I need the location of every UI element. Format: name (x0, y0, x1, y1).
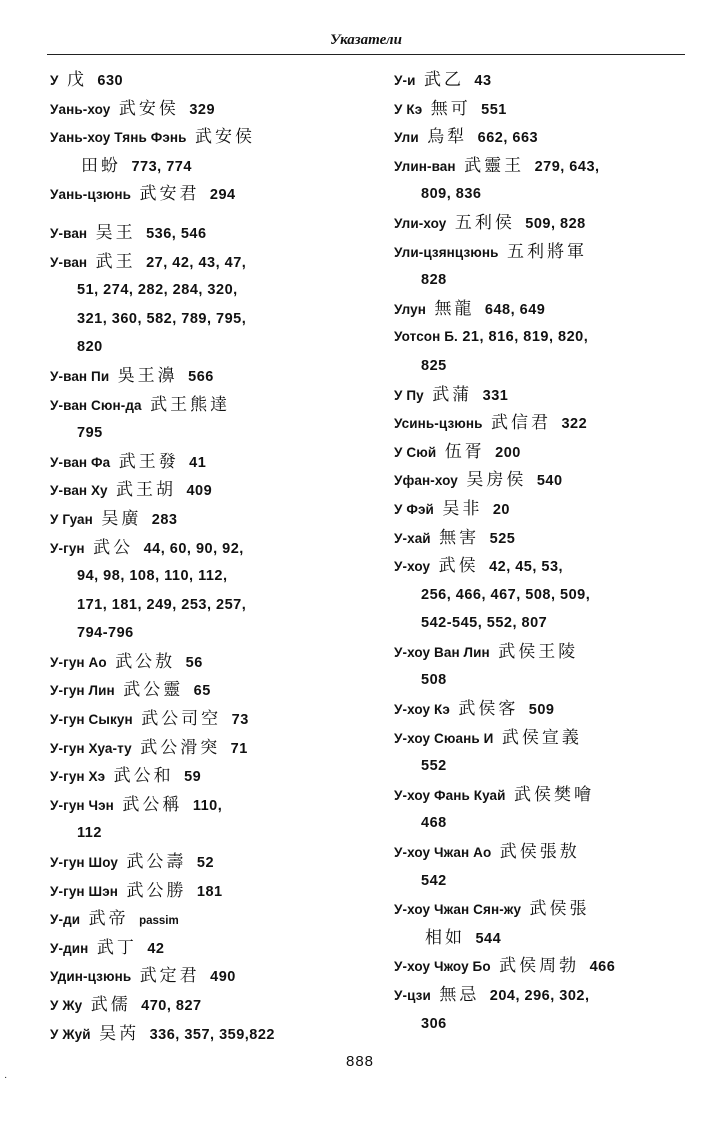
entry-pages: 52 (196, 855, 215, 872)
entry-pages: 321, 360, 582, 789, 795, (77, 310, 247, 327)
entry-name: Ули-хоу (394, 215, 447, 231)
entry-name: У Жу (50, 998, 83, 1013)
entry-chinese: 武公壽 (126, 852, 187, 873)
entry-name: У-хоу Ван Лин (394, 644, 490, 660)
entry-chinese: 無龍 (434, 298, 475, 319)
entry-line (394, 524, 704, 553)
entry-chinese: 武王胡 (116, 480, 177, 501)
entry-continuation-line (394, 581, 704, 610)
entry-chinese: 武侯王陵 (498, 641, 579, 662)
entry-pages: 110, (192, 797, 223, 814)
entry-pages: 71 (230, 740, 248, 757)
index-entry (50, 762, 360, 791)
running-header (47, 28, 685, 55)
entry-name: У-хоу Чжоу Бо (394, 959, 491, 975)
entry-line (394, 495, 704, 524)
entry-name: У Фэй (394, 501, 434, 517)
entry-chinese: 武侯 (438, 556, 479, 577)
entry-pages: 65 (193, 683, 211, 700)
entry-pages: 73 (231, 712, 249, 729)
entry-continuation-line (394, 180, 704, 209)
entry-line (394, 95, 704, 124)
entry-pages: 542-545, 552, 807 (421, 615, 548, 632)
entry-name: У-ван Пи (50, 368, 110, 384)
index-entry (394, 466, 704, 495)
entry-line (50, 762, 360, 791)
entry-pages: 336, 357, 359,822 (149, 1026, 275, 1043)
entry-name: Уань-цзюнь (50, 187, 132, 203)
entry-pages: 551 (481, 101, 507, 118)
entry-name: У-ван Ху (50, 483, 108, 499)
entry-pages: 306 (421, 1015, 447, 1032)
entry-pages: 56 (185, 654, 203, 671)
index-entry (50, 534, 360, 648)
entry-pages: 41 (189, 454, 207, 471)
entry-continuation-line (394, 752, 704, 781)
entry-name: Уань-хоу (50, 101, 111, 117)
index-entry (394, 638, 704, 695)
entry-chinese: 武侯張 (529, 899, 590, 920)
entry-pages: 44, 60, 90, 92, (143, 540, 244, 557)
index-entry (394, 123, 704, 152)
entry-line (50, 180, 360, 209)
entry-chinese: 武侯樊噲 (513, 784, 594, 805)
index-entry (50, 248, 360, 362)
entry-line (394, 209, 704, 238)
entry-name: Уотсон Б. (394, 329, 458, 345)
entry-chinese: 武王熊達 (150, 394, 231, 415)
entry-continuation-line (50, 152, 360, 181)
index-entry (394, 981, 704, 1038)
entry-pages: 820 (77, 339, 103, 356)
entry-line (50, 362, 360, 391)
entry-line (50, 505, 360, 534)
entry-name: У-гун Сыкун (50, 712, 133, 728)
entry-chinese: 相如 (425, 927, 465, 948)
entry-line (50, 648, 360, 677)
entry-pages: 51, 274, 282, 284, 320, (77, 282, 238, 299)
entry-name: У Сюй (394, 444, 437, 460)
entry-line (50, 905, 360, 934)
entry-pages: 329 (189, 101, 216, 118)
entry-pages: 331 (482, 387, 509, 404)
entry-chinese: 武安侯 (118, 98, 179, 119)
entry-pages: 542 (421, 872, 447, 889)
entry-pages: 200 (495, 444, 521, 461)
index-entry (50, 934, 360, 963)
entry-pages: 43 (474, 73, 492, 89)
entry-pages: 544 (475, 930, 502, 947)
entry-line (394, 638, 704, 667)
entry-name: У-гун (50, 540, 85, 556)
entry-pages: 283 (151, 511, 178, 528)
entry-pages: 171, 181, 249, 253, 257, (77, 596, 247, 613)
entry-name: У-гун Шоу (50, 855, 118, 871)
entry-name: Ули (394, 130, 419, 146)
entry-name: У-гун Шэн (50, 883, 119, 899)
entry-line (394, 381, 704, 410)
entry-chinese: 吴廣 (101, 508, 142, 529)
entry-chinese: 武蒲 (432, 384, 473, 405)
entry-name: У-ван (50, 225, 88, 241)
entry-chinese: 武侯張敖 (499, 842, 580, 863)
index-column-right (394, 66, 704, 1038)
entry-chinese: 武乙 (423, 70, 464, 90)
entry-chinese: 武丁 (96, 937, 137, 958)
index-entry (50, 476, 360, 505)
index-entry (50, 648, 360, 677)
entry-line (394, 323, 704, 352)
scan-mark: · (4, 1072, 8, 1083)
entry-name: У Гуан (50, 511, 93, 527)
entry-line (50, 123, 360, 152)
entry-chinese: 武公和 (113, 766, 174, 787)
entry-continuation-line (394, 666, 704, 695)
entry-pages: 566 (188, 368, 214, 385)
index-entry (50, 962, 360, 991)
entry-chinese: 吴房侯 (466, 470, 527, 491)
index-entry (50, 905, 360, 934)
entry-chinese: 武安君 (139, 184, 200, 205)
entry-name: Уфан-хоу (394, 473, 458, 489)
entry-chinese: 五利侯 (454, 212, 515, 233)
entry-name: Удин-цзюнь (50, 969, 132, 985)
entry-pages: 536, 546 (146, 225, 207, 242)
entry-line (394, 295, 704, 324)
entry-line (394, 895, 704, 924)
entry-name: У Пу (394, 387, 424, 403)
entry-name: У-цзи (394, 988, 431, 1003)
index-entry (394, 695, 704, 724)
index-entry (50, 1020, 360, 1049)
entry-continuation-line (50, 276, 360, 305)
entry-line (50, 848, 360, 877)
index-entry (50, 791, 360, 848)
entry-chinese: 武公 (93, 537, 134, 558)
entry-pages: 648, 649 (484, 301, 546, 318)
entry-continuation-line (394, 609, 704, 638)
entry-name: У-дин (50, 940, 89, 956)
entry-line (50, 934, 360, 963)
entry-pages: 509, 828 (525, 215, 586, 232)
entry-line (394, 952, 704, 981)
entry-continuation-line (50, 562, 360, 591)
entry-name: У-гун Чэн (50, 797, 114, 813)
entry-name: У-и (394, 73, 416, 88)
entry-pages: 294 (209, 187, 236, 204)
entry-line (394, 695, 704, 724)
entry-name: У-гун Лин (50, 683, 115, 699)
entry-pages: 59 (184, 769, 202, 786)
entry-pages: 470, 827 (141, 998, 202, 1014)
entry-line (394, 152, 704, 181)
entry-line (394, 781, 704, 810)
index-entry (50, 219, 360, 248)
entry-chinese: 伍胥 (444, 441, 485, 462)
index-entry (394, 781, 704, 838)
entry-pages: 809, 836 (421, 186, 482, 203)
index-entry (50, 676, 360, 705)
entry-pages: 409 (186, 483, 213, 500)
entry-pages: 204, 296, 302, (489, 988, 590, 1004)
entry-continuation-line (50, 619, 360, 648)
entry-line (50, 991, 360, 1020)
entry-pages: 466 (589, 959, 616, 976)
index-entry (394, 438, 704, 467)
entry-line (394, 724, 704, 753)
entry-line (394, 438, 704, 467)
entry-chinese: 吴芮 (99, 1023, 140, 1044)
index-entry (394, 495, 704, 524)
entry-continuation-line (394, 867, 704, 896)
index-entry (50, 66, 360, 95)
entry-line (394, 238, 704, 267)
entry-pages: 525 (489, 530, 516, 547)
entry-line (394, 123, 704, 152)
entry-chinese: 武靈王 (464, 155, 525, 176)
entry-line (50, 676, 360, 705)
entry-pages: 94, 98, 108, 110, 112, (77, 568, 228, 585)
entry-line (394, 66, 704, 95)
entry-pages: 540 (536, 473, 563, 490)
entry-gap (50, 209, 360, 219)
entry-pages: 508 (421, 672, 447, 689)
entry-chinese: 武侯客 (458, 699, 519, 720)
entry-name: У-гун Ао (50, 654, 107, 670)
index-entry (50, 705, 360, 734)
entry-pages: 256, 466, 467, 508, 509, (421, 586, 591, 603)
entry-line (50, 448, 360, 477)
entry-continuation-line (394, 1010, 704, 1039)
entry-name: У-хоу (394, 559, 431, 575)
entry-name: У-хоу Сюань И (394, 730, 494, 746)
index-entry (50, 448, 360, 477)
entry-line (50, 534, 360, 563)
entry-chinese: 武公稱 (122, 794, 183, 815)
entry-name: У-хоу Чжан Ао (394, 845, 492, 861)
entry-continuation-line (394, 809, 704, 838)
entry-chinese: 武侯宣義 (501, 727, 582, 748)
index-entry (50, 991, 360, 1020)
entry-pages: 794-796 (77, 625, 134, 642)
entry-line (394, 409, 704, 438)
entry-continuation-line (394, 352, 704, 381)
entry-name: У Кэ (394, 101, 423, 117)
entry-chinese: 戊 (66, 70, 87, 90)
entry-chinese: 武安侯 (195, 127, 256, 148)
entry-line (50, 219, 360, 248)
entry-name: У-ван (50, 254, 88, 270)
entry-continuation-line (50, 819, 360, 848)
index-entry (394, 409, 704, 438)
entry-line (50, 791, 360, 820)
entry-pages: 552 (421, 758, 447, 775)
index-entry (50, 734, 360, 763)
entry-pages: 27, 42, 43, 47, (146, 254, 247, 271)
index-entry (50, 391, 360, 448)
entry-chinese: 武王 (95, 251, 136, 272)
entry-pages: 322 (561, 416, 588, 433)
index-entry (394, 895, 704, 952)
entry-chinese: 武公敖 (115, 651, 176, 672)
entry-pages: 279, 643, (534, 158, 600, 175)
entry-pages: 773, 774 (131, 158, 192, 175)
entry-name: У-гун Хуа-ту (50, 740, 132, 756)
entry-pages: 630 (97, 73, 124, 89)
index-entry (50, 848, 360, 877)
entry-pages: 490 (210, 969, 236, 986)
index-entry (394, 95, 704, 124)
entry-line (50, 95, 360, 124)
entry-chinese: 無可 (430, 98, 471, 119)
index-entry (394, 381, 704, 410)
entry-chinese: 無害 (439, 527, 480, 548)
index-entry (50, 123, 360, 180)
entry-continuation-line (50, 305, 360, 334)
entry-name: Уань-хоу Тянь Фэнь (50, 130, 187, 146)
entry-continuation-line (50, 333, 360, 362)
entry-pages: 468 (421, 815, 447, 832)
index-entry (394, 552, 704, 638)
index-entry (394, 152, 704, 209)
entry-name: Ули-цзянцзюнь (394, 244, 499, 260)
index-entry (394, 66, 704, 95)
index-column-left (50, 66, 360, 1048)
entry-name: У-ди (50, 912, 81, 928)
entry-name: У-хоу Фань Куай (394, 787, 506, 803)
entry-continuation-line (394, 924, 704, 953)
entry-line (394, 981, 704, 1010)
entry-line (50, 734, 360, 763)
entry-continuation-line (394, 266, 704, 295)
index-entry (394, 209, 704, 238)
entry-chinese: 吴非 (442, 498, 483, 519)
entry-line (50, 476, 360, 505)
entry-line (394, 466, 704, 495)
index-entry (394, 295, 704, 324)
entry-chinese: 武公滑突 (140, 737, 221, 758)
entry-name: У-гун Хэ (50, 769, 106, 785)
entry-chinese: 武公司空 (141, 709, 222, 730)
entry-name: У-хай (394, 530, 431, 546)
entry-name: У-хоу Чжан Сян-жу (394, 902, 522, 918)
entry-chinese: 烏犁 (427, 127, 468, 148)
entry-chinese: 武公靈 (123, 680, 184, 701)
entry-line (50, 1020, 360, 1049)
entry-pages: 509 (528, 702, 555, 719)
entry-name: У-хоу Кэ (394, 702, 450, 718)
entry-continuation-line (50, 419, 360, 448)
entry-pages: 112 (77, 825, 102, 842)
entry-note: passim (139, 915, 179, 928)
index-entry (50, 95, 360, 124)
entry-line (50, 962, 360, 991)
entry-name: Улун (394, 301, 427, 317)
index-entry (394, 952, 704, 981)
entry-line (50, 391, 360, 420)
index-entry (394, 524, 704, 553)
entry-line (50, 877, 360, 906)
index-entry (394, 238, 704, 295)
entry-line (394, 552, 704, 581)
entry-pages: 181 (196, 883, 223, 900)
entry-chinese: 武侯周勃 (499, 956, 580, 977)
entry-name: Улин-ван (394, 158, 456, 174)
entry-chinese: 武儒 (90, 995, 131, 1015)
page-number: 888 (345, 1053, 375, 1070)
entry-pages: 825 (421, 357, 447, 374)
index-entry (50, 877, 360, 906)
index-entry (50, 362, 360, 391)
entry-chinese: 五利將軍 (507, 241, 588, 262)
entry-pages: 21, 816, 819, 820, (462, 329, 589, 346)
entry-name: У-ван Фа (50, 454, 111, 470)
entry-pages: 795 (77, 425, 103, 442)
index-entry (394, 838, 704, 895)
entry-line (394, 838, 704, 867)
entry-chinese: 武定君 (139, 966, 200, 987)
entry-name: У-ван Сюн-да (50, 397, 142, 413)
entry-chinese: 無忌 (439, 985, 480, 1005)
entry-name: У Жуй (50, 1026, 91, 1042)
entry-continuation-line (50, 591, 360, 620)
entry-pages: 828 (421, 272, 447, 289)
entry-chinese: 吴王 (95, 222, 136, 243)
entry-line (50, 705, 360, 734)
entry-pages: 42 (147, 940, 165, 957)
entry-chinese: 田蚡 (81, 155, 121, 176)
index-entry (50, 505, 360, 534)
entry-chinese: 武王發 (118, 451, 179, 472)
entry-chinese: 吳王濞 (117, 365, 178, 386)
entry-pages: 662, 663 (477, 130, 539, 147)
header-title: Указатели (330, 32, 402, 48)
entry-chinese: 武信君 (491, 413, 552, 434)
entry-pages: 20 (492, 501, 510, 518)
index-entry (394, 323, 704, 380)
entry-name: Усинь-цзюнь (394, 416, 483, 432)
entry-line (50, 248, 360, 277)
entry-chinese: 武公勝 (126, 880, 187, 901)
index-entry (50, 180, 360, 209)
entry-chinese: 武帝 (88, 909, 129, 930)
entry-pages: 42, 45, 53, (489, 559, 564, 576)
index-entry (394, 724, 704, 781)
entry-line (50, 66, 360, 95)
entry-name: У (50, 73, 59, 88)
